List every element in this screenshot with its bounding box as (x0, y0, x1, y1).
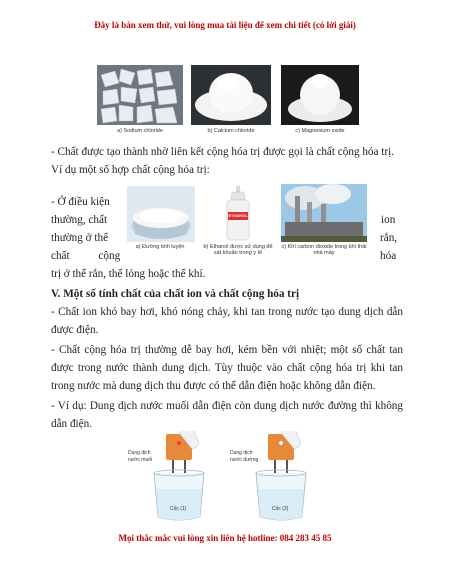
text-line: - Chất được tạo thành nhờ liên kết cộng hóa trị được gọi là chất cộng hóa trị. (51, 146, 395, 158)
label-sugar-solution: Dung dịch nước đường (230, 450, 259, 463)
bottom-banner: Mọi thắc mắc vui lòng xin liên hệ hotline: 084 283 45 85 (118, 533, 332, 543)
refined-sugar-photo (127, 186, 195, 242)
section-heading: V. Một số tính chất của chất ion và chất cộng hóa trị (51, 288, 300, 300)
caption-carbon-dioxide: c) Khí carbon dioxide trong khí thải nhà máy (281, 244, 367, 256)
ethanol-bottle-label: ETHANOL (228, 213, 248, 218)
caption-calcium-chloride: b) Calcium chloride (207, 128, 255, 134)
label-cup-2: Cốc (2) (272, 506, 289, 512)
caption-ethanol: b) Ethanol được sử dụng để sát khuẩn trong y tế (203, 244, 273, 256)
paragraph-example: - Ví dụ: Dung dịch nước muối dẫn điện còn dung dịch nước đường thì không dẫn điện. (51, 400, 403, 430)
wrap-line-4-left: chất cộng (51, 250, 121, 262)
factory-emission-photo (281, 184, 367, 242)
wrap-line-3-left: thường ở thể (51, 232, 109, 244)
top-banner: Đây là bản xem thử, vui lòng mua tài liệu để xem chi tiết (có lời giải) (94, 20, 356, 30)
paragraph-covalent-properties: - Chất cộng hóa trị thường dễ bay hơi, kém bền với nhiệt; một số chất tan được trong nước thành dung dịch. Tùy thuộc vào chất cộng hóa trị khi tan trong nước mà dung dịch thu được có thể dẫn điện hoặc không dẫn điện. (51, 344, 403, 392)
magnesium-oxide-photo (281, 65, 359, 125)
ethanol-bottle-photo (205, 184, 271, 242)
wrap-line-4-right: hóa (380, 250, 397, 262)
wrap-line-3-right: rắn, (380, 232, 398, 244)
caption-magnesium-oxide: c) Magnesium oxide (295, 128, 345, 134)
caption-sodium-chloride: a) Sodium chloride (117, 128, 163, 134)
label-salt-solution: Dung dịch nước muối (128, 450, 153, 463)
calcium-chloride-photo (191, 65, 271, 125)
sodium-chloride-photo (97, 65, 183, 125)
label-cup-1: Cốc (1) (170, 506, 187, 512)
wrap-line-2-left: thường, chất (51, 214, 108, 226)
paragraph-covalent-definition (51, 143, 403, 179)
caption-refined-sugar: a) Đường tinh luyện (135, 244, 185, 250)
wrap-line-1: - Ở điều kiện (51, 196, 110, 208)
wrap-line-5: trị ở thể rắn, thể lỏng hoặc thể khí. (51, 268, 206, 280)
wrap-line-2-right: ion (381, 214, 396, 226)
text-line: Ví dụ một số hợp chất cộng hóa trị: (51, 164, 210, 176)
paragraph-ionic-properties: - Chất ion khó bay hơi, khó nóng chảy, khi tan trong nước tạo dung dịch dẫn được điện. (51, 306, 403, 336)
conductivity-apparatus-drawing (120, 431, 340, 527)
